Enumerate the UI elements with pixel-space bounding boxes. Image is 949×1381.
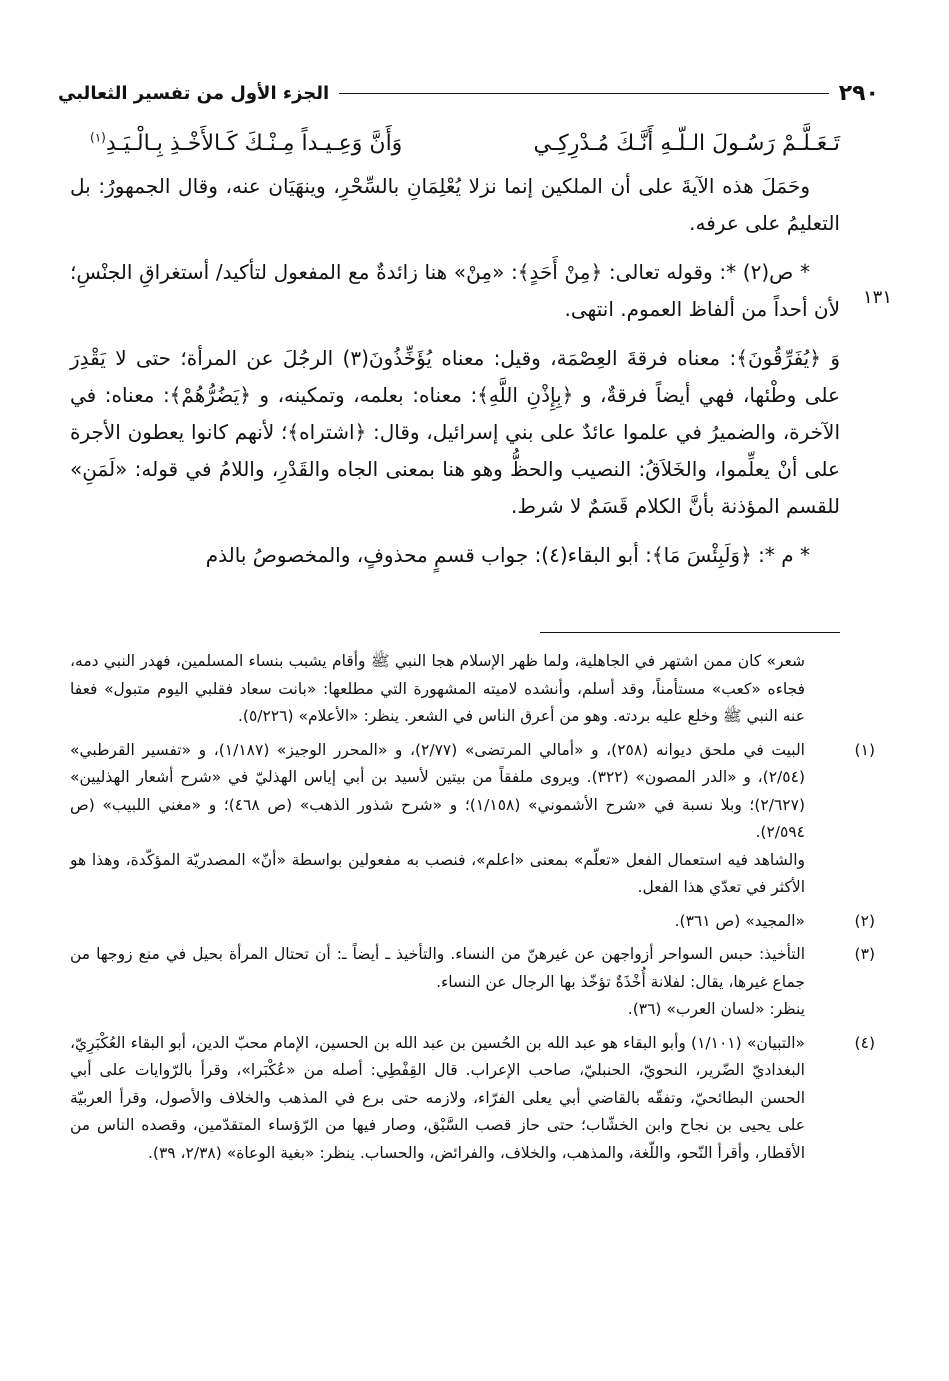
footnote-body [70,737,805,902]
footnote-text: والشاهد فيه استعمال الفعل «تعلّم» بمعنى «اعلم»، فنصب به مفعولين بواسطة «أنّ» المصدريّة المؤكّدة، وهذا هو الأكثر في تعدّي هذا الفعل. [70,850,805,896]
paragraph-3: وَ ﴿يُفَرِّقُونَ﴾: معناه فرقةَ العِصْمَة، وقيل: معناه يُؤَخِّذُونَ(٣) الرجُلَ عن المرأة؛ حتى لا يَقْدِرَ على وطْئها، فهي أيضاً فرقةٌ، و ﴿بِإِذْنِ اللَّهِ﴾: معناه: بعلمه، وتمكينه، و ﴿يَضُرُّهُمْ﴾: معناه: في الآخرة، والضميرُ في علموا عائدٌ على بني إسرائيل، وقال: ﴿اشتراه﴾؛ لأنهم كانوا يعطون الأجرة على أنْ يعلِّموا، والخَلاَقُ: النصيب والحظُّ وهو هنا بمعنى الجاه والقَدْرِ، واللامُ في قوله: «لَمَنِ» للقسم المؤذنة بأنَّ الكلام قَسَمٌ لا شرط. [70,346,840,518]
footnote-2 [70,908,875,936]
header-rule [339,93,829,94]
verse-right-hemistich: تَـعَـلَّـمْ رَسُـولَ الـلّـهِ أَنَّـكَ مُـدْرِكِـي [533,131,840,156]
footnote-number: (٣) [854,945,875,963]
verse-left-hemistich-wrap [90,125,402,162]
footnote-body [70,1030,805,1168]
running-title: الجزء الأول من تفسير الثعالبي [58,82,330,104]
footnote-text: ينظر: «لسان العرب» (٣٦). [627,1000,805,1018]
footnote-number: (٢) [854,911,875,930]
footnote-number: (٤) [854,1033,875,1052]
page-number: ٢٩٠ [838,80,879,106]
footnote-body [70,908,805,936]
verse-left-hemistich: وَأَنَّ وَعِـيـداً مِـنْـكَ كَـالأَخْـذِ بِـالْـيَـدِ [105,131,403,156]
paragraph-1: وحَمَلَ هذه الآيةَ على أن الملكين إنما نزلا يُعْلِمَانِ بالسِّحْرِ، وينهَيَان عنه، وقال الجمهورُ: بل التعليمُ على عرفه. [70,174,840,235]
footnote-4 [70,1030,875,1168]
footnote-text: البيت في ملحق ديوانه (٢٥٨)، و «أمالي المرتضى» (٢/٧٧)، و «المحرر الوجيز» (١/١٨٧)، و «تفسير القرطبي» (٢/٥٤)، و «الدر المصون» (٣٢٢). ويروى ملفقاً من بيتين لأسيد بن أبي إياس الهذليّ في «شرح أشعار الهذليين» (٢/٦٢٧)؛ وبلا نسبة في «شرح الأشموني» (١/١٥٨)؛ و «شرح شذور الذهب» (ص ٤٦٨)؛ و «مغني اللبيب» (ص ٢/٥٩٤). [70,740,805,841]
paragraph-2: * ص(٢) *: وقوله تعالى: ﴿مِنْ أَحَدٍ﴾: «مِنْ» هنا زائدةٌ مع المفعول لتأكيد/ أستغراقِ الجنْسِ؛ لأن أحداً من ألفاظ العموم. انتهى. [70,260,840,321]
footnote-number: (١) [854,740,875,759]
footnote-continuation: شعر» كان ممن اشتهر في الجاهلية، ولما ظهر الإسلام هجا النبي ﷺ وأقام يشبب بنساء المسلمين، فهدر النبي دمه، فجاءه «كعب» مستأمناً، وقد أسلم، وأنشده لاميته المشهورة التي مطلعها: «بانت سعاد فقلبي اليوم متبول» فعفا عنه النبي ﷺ وخلع عليه بردته. وهو من أعرق الناس في الشعر. ينظر: «الأعلام» (٥/٢٢٦). [70,652,805,725]
footnote-body [70,941,805,1024]
footnote-separator [540,632,840,633]
poetry-verse [70,125,840,162]
main-text [70,125,840,586]
footnote-3 [70,941,875,1024]
footnote-text: «المجيد» (ص ٣٦١). [674,911,805,930]
footnote-1 [70,737,875,902]
page-header [58,78,879,108]
footnotes-section [70,648,875,1173]
footnote-text: التأخيذ: حبس السواحر أزواجهن عن غيرهنّ من النساء. والتأخيذ ـ أيضاً ـ: أن تحتال المرأة بحيل في منع زوجها من جماع غيرها، يقال: لفلانة أُخْذَةٌ تؤخّذ بها الرجال عن النساء. [70,945,805,991]
paragraph-4: * م *: ﴿وَلَبِئْسَ مَا﴾: أبو البقاء(٤): جواب قسمٍ محذوفٍ، والمخصوصُ بالذم [205,543,810,567]
footnote-ref: (١) [90,130,106,145]
margin-folio-number: ١٣١ [862,287,892,308]
footnote-text: «التبيان» (١/١٠١) وأبو البقاء هو عبد الله بن الحُسين بن عبد الله بن الحسين، الإمام محبّ الدين، أبو البقاء العُكْبَرِيّ، البغداديّ الضّرير، النحويّ، الحنبليّ، صاحب الإعراب. قال القِفْطِي: أصله من «عُكْبَرا»، وقرأ بالرّوايات على أبي الحسن البطائحيّ، وتفقّه بالقاضي أبي يعلى الفرّاء، ولازمه حتى برع في المذهب والخلاف والأصول، وقرأ العربيّة على يحيى بن نجاح وابن الخشّاب؛ حتى حاز قصب السَّبْق، وصار فيها من الرّؤساء المتقدّمين، وقصده الناس من الأقطار، وأقرأ النّحو، واللّغة، والمذهب، والخلاف، والفرائض، والحساب. ينظر: «بغية الوعاة» (٢/٣٨، ٣٩). [70,1033,805,1162]
